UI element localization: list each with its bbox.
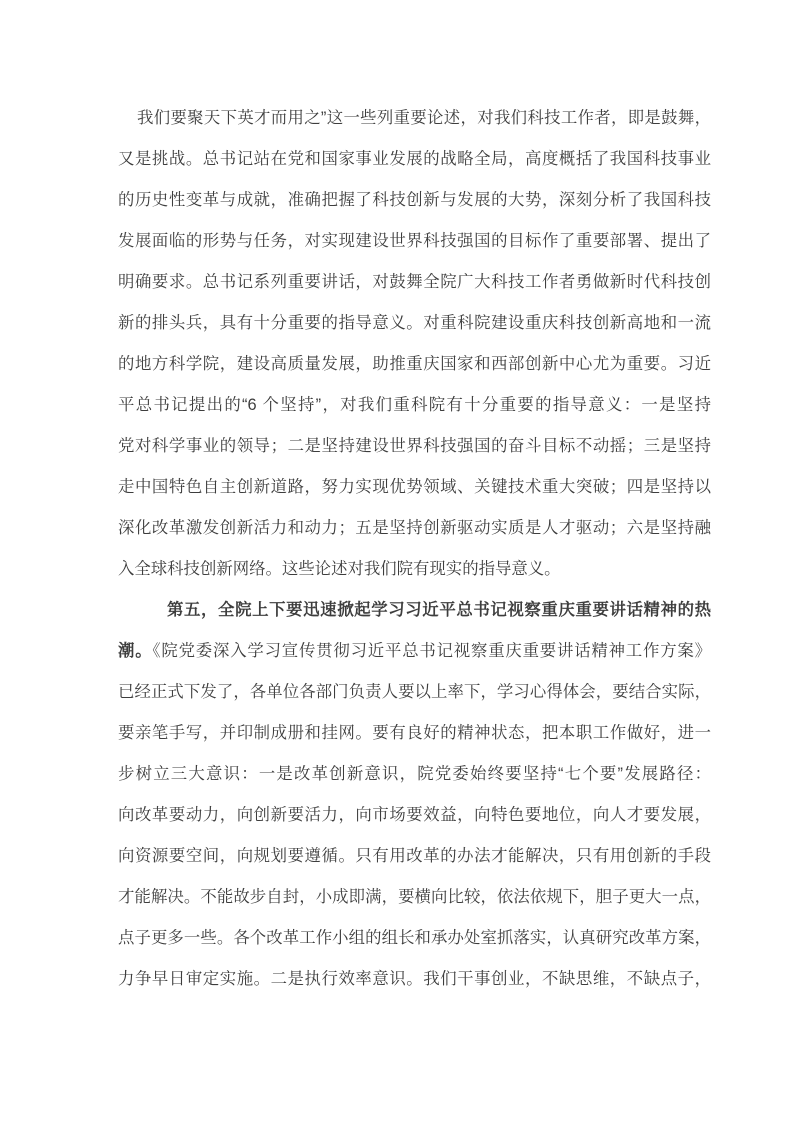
text-line: 发展面临的形势与任务，对实现建设世界科技强国的目标作了重要部署、提出了	[118, 232, 711, 250]
text-line: 步树立三大意识：一是改革创新意识，院党委始终要坚持“七个要”发展路径：	[118, 765, 711, 783]
text-line: 向改革要动力，向创新要活力，向市场要效益，向特色要地位，向人才要发展，	[118, 806, 711, 824]
paragraph-heading-line: 第五，全院上下要迅速掀起学习习近平总书记视察重庆重要讲话精神的热	[167, 601, 711, 619]
paragraph-heading-tail: 潮。	[118, 642, 153, 660]
text-line: 力争早日审定实施。二是执行效率意识。我们干事创业，不缺思维，不缺点子，	[118, 970, 711, 988]
text-line: 点子更多一些。各个改革工作小组的组长和承办处室抓落实，认真研究改革方案，	[118, 929, 711, 947]
text-line: 明确要求。总书记系列重要讲话，对鼓舞全院广大科技工作者勇做新时代科技创	[118, 273, 711, 291]
text-line: 要亲笔手写，并印制成册和挂网。要有良好的精神状态，把本职工作做好，进一	[118, 724, 711, 742]
text-line: 的地方科学院，建设高质量发展，助推重庆国家和西部创新中心尤为重要。习近	[118, 355, 711, 373]
text-line: 我们要聚天下英才而用之”这一些列重要论述，对我们科技工作者，即是鼓舞，	[137, 109, 711, 127]
text-line: 的历史性变革与成就，准确把握了科技创新与发展的大势，深刻分析了我国科技	[118, 191, 711, 209]
text-line: 已经正式下发了，各单位各部门负责人要以上率下，学习心得体会，要结合实际，	[118, 683, 711, 701]
text-line: 深化改革激发创新活力和动力；五是坚持创新驱动实质是人才驱动；六是坚持融	[118, 519, 711, 537]
text-line: 新的排头兵，具有十分重要的指导意义。对重科院建设重庆科技创新高地和一流	[118, 314, 711, 332]
text-line: 才能解决。不能故步自封，小成即满，要横向比较，依法依规下，胆子更大一点，	[118, 888, 711, 906]
text-line-rest: 《院党委深入学习宣传贯彻习近平总书记视察重庆重要讲话精神工作方案》	[152, 642, 711, 660]
document-body	[118, 98, 711, 1000]
text-line: 走中国特色自主创新道路，努力实现优势领域、关键技术重大突破；四是坚持以	[118, 478, 711, 496]
text-line: 入全球科技创新网络。这些论述对我们院有现实的指导意义。	[118, 560, 561, 578]
text-line	[118, 631, 711, 672]
text-line: 又是挑战。总书记站在党和国家事业发展的战略全局，高度概括了我国科技事业	[118, 150, 711, 168]
text-line: 平总书记提出的“6 个坚持”，对我们重科院有十分重要的指导意义：一是坚持	[118, 396, 711, 414]
text-line: 向资源要空间，向规划要遵循。只有用改革的办法才能解决，只有用创新的手段	[118, 847, 711, 865]
text-line: 党对科学事业的领导；二是坚持建设世界科技强国的奋斗目标不动摇；三是坚持	[118, 437, 711, 455]
